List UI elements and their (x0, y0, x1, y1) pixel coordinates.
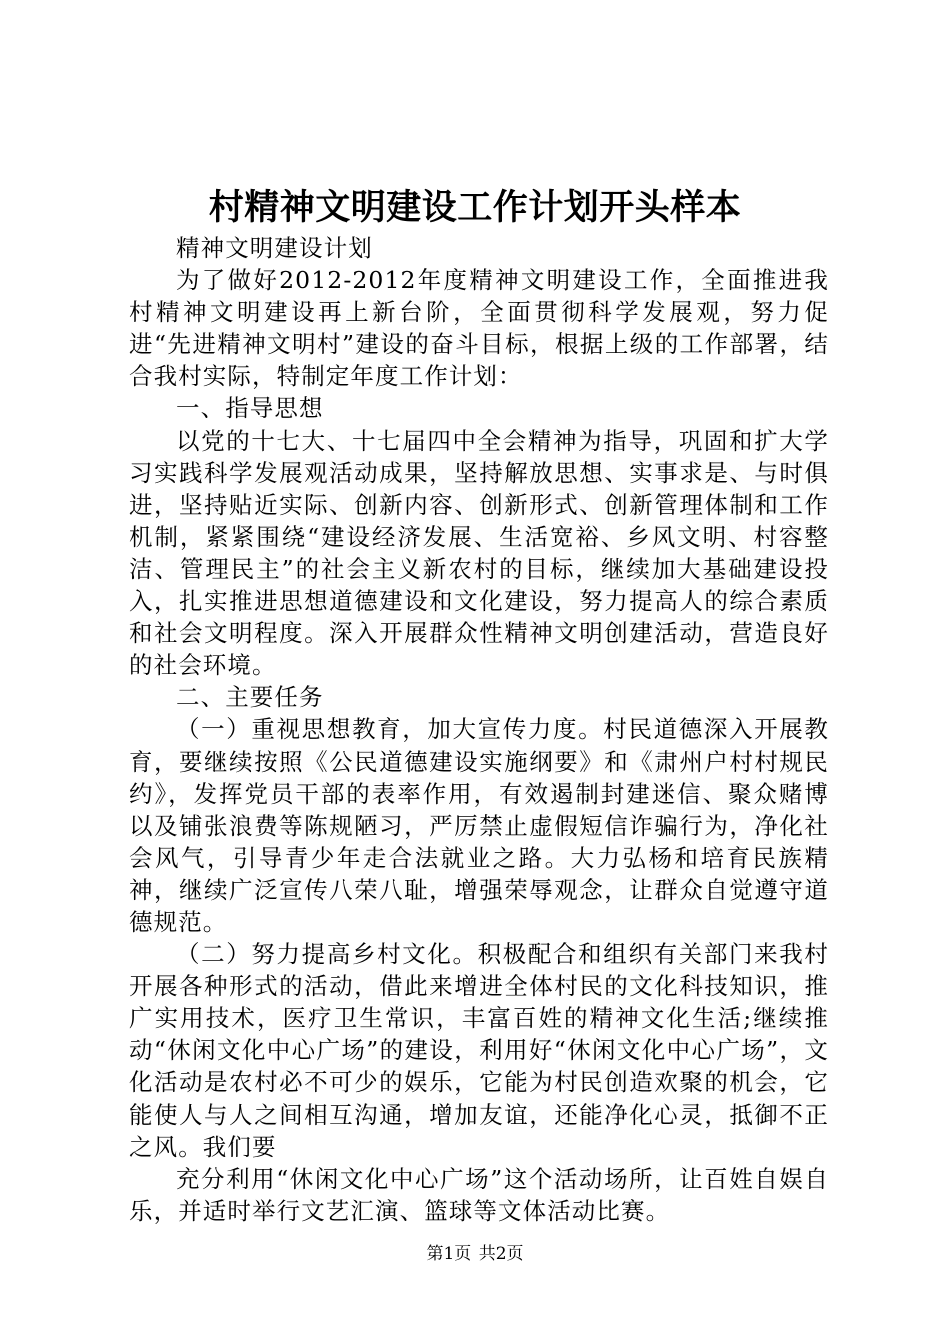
paragraph-subtitle: 精神文明建设计划 (176, 234, 373, 262)
paragraph-task-two: （二）努力提高乡村文化。积极配合和组织有关部门来我村开展各种形式的活动，借此来增进全体村民的文化科技知识，推广实用技术，医疗卫生常识，丰富百姓的精神文化生活;继续推动“休闲文化中心广场”的建设，利用好“休闲文化中心广场”，文化活动是农村必不可少的娱乐，它能为村民创造欢聚的机会，它能使人与人之间相互沟通，增加友谊，还能净化心灵，抵御不正之风。我们要 (129, 940, 829, 1161)
page-total: 共2页 (478, 1244, 524, 1264)
page-number: 第1页 (426, 1244, 472, 1264)
page-footer (0, 1242, 950, 1266)
paragraph-task-two-continued: 充分利用“休闲文化中心广场”这个活动场所，让百姓自娱自乐，并适时举行文艺汇演、篮球等文体活动比赛。 (129, 1164, 829, 1225)
paragraph-intro: 为了做好2012-2012年度精神文明建设工作，全面推进我村精神文明建设再上新台阶，全面贯彻科学发展观，努力促进“先进精神文明村”建设的奋斗目标，根据上级的工作部署，结合我村实际，特制定年度工作计划： (129, 266, 829, 391)
paragraph-guiding-ideology: 以党的十七大、十七届四中全会精神为指导，巩固和扩大学习实践科学发展观活动成果，坚持解放思想、实事求是、与时俱进，坚持贴近实际、创新内容、创新形式、创新管理体制和工作机制，紧紧围绕“建设经济发展、生活宽裕、乡风文明、村容整洁、管理民主”的社会主义新农村的目标，继续加大基础建设投入，扎实推进思想道德建设和文化建设，努力提高人的综合素质和社会文明程度。深入开展群众性精神文明创建活动，营造良好的社会环境。 (129, 426, 829, 680)
document-title: 村精神文明建设工作计划开头样本 (208, 188, 742, 228)
document-body (129, 232, 829, 1227)
paragraph-task-one: （一）重视思想教育，加大宣传力度。村民道德深入开展教育，要继续按照《公民道德建设实施纲要》和《肃州户村村规民约》，发挥党员干部的表率作用，有效遏制封建迷信、聚众赌博以及铺张浪费等陈规陋习，严厉禁止虚假短信诈骗行为，净化社会风气，引导青少年走合法就业之路。大力弘杨和培育民族精神，继续广泛宣传八荣八耻，增强荣辱观念，让群众自觉遵守道德规范。 (129, 715, 829, 936)
heading-guiding-ideology: 一、指导思想 (176, 394, 324, 423)
heading-main-tasks: 二、主要任务 (176, 683, 324, 712)
